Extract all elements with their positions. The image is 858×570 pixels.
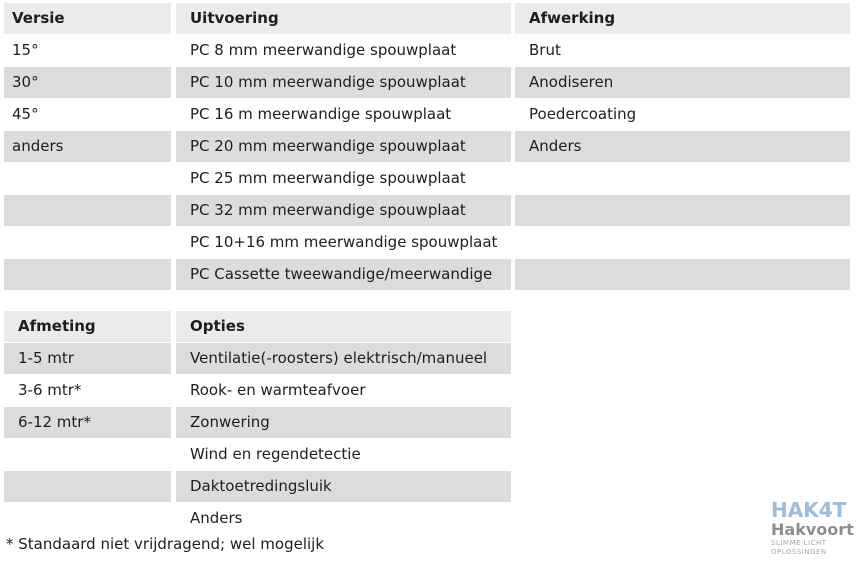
opties-cell: Ventilatie(-roosters) elektrisch/manueel	[176, 343, 511, 374]
afwerking-header: Afwerking	[515, 3, 850, 34]
versie-cell	[4, 259, 171, 290]
logo-tagline: OPLOSSINGEN	[771, 548, 827, 556]
versie-cell: 45°	[4, 99, 171, 130]
logo-tagline: SLIMME LICHT	[771, 539, 827, 547]
hakvoort-logo	[771, 500, 858, 557]
afwerking-cell	[515, 195, 850, 226]
opties-column	[176, 311, 511, 535]
afwerking-cell: Anders	[515, 131, 850, 162]
afwerking-cell	[515, 227, 850, 258]
uitvoering-cell: PC 10+16 mm meerwandige spouwplaat	[176, 227, 511, 258]
afwerking-cell: Poedercoating	[515, 99, 850, 130]
afmeting-column	[4, 311, 171, 535]
logo-name: Hakvoort	[771, 520, 854, 539]
versie-cell	[4, 195, 171, 226]
opties-header: Opties	[176, 311, 511, 342]
afmeting-header: Afmeting	[4, 311, 171, 342]
uitvoering-cell: PC Cassette tweewandige/meerwandige	[176, 259, 511, 290]
uitvoering-cell: PC 20 mm meerwandige spouwplaat	[176, 131, 511, 162]
afmeting-cell: 3-6 mtr*	[4, 375, 171, 406]
uitvoering-cell: PC 25 mm meerwandige spouwplaat	[176, 163, 511, 194]
versie-cell	[4, 163, 171, 194]
uitvoering-cell: PC 10 mm meerwandige spouwplaat	[176, 67, 511, 98]
uitvoering-cell: PC 8 mm meerwandige spouwplaat	[176, 35, 511, 66]
opties-cell: Rook- en warmteafvoer	[176, 375, 511, 406]
afwerking-cell: Anodiseren	[515, 67, 850, 98]
afmeting-cell: 6-12 mtr*	[4, 407, 171, 438]
afwerking-cell	[515, 259, 850, 290]
uitvoering-cell: PC 32 mm meerwandige spouwplaat	[176, 195, 511, 226]
versie-cell: 15°	[4, 35, 171, 66]
afwerking-cell	[515, 163, 850, 194]
uitvoering-column	[176, 3, 511, 291]
opties-cell: Daktoetredingsluik	[176, 471, 511, 502]
logo-brand: HAK4T	[771, 498, 847, 522]
versie-header: Versie	[4, 3, 171, 34]
versie-column	[4, 3, 171, 291]
afwerking-cell: Brut	[515, 35, 850, 66]
uitvoering-header: Uitvoering	[176, 3, 511, 34]
versie-cell: anders	[4, 131, 171, 162]
opties-cell: Anders	[176, 503, 511, 534]
afmeting-cell: 1-5 mtr	[4, 343, 171, 374]
afmeting-cell	[4, 439, 171, 470]
opties-cell: Wind en regendetectie	[176, 439, 511, 470]
uitvoering-cell: PC 16 m meerwandige spouwplaat	[176, 99, 511, 130]
afmeting-cell	[4, 503, 171, 534]
versie-cell	[4, 227, 171, 258]
opties-cell: Zonwering	[176, 407, 511, 438]
afwerking-column	[515, 3, 850, 291]
afmeting-cell	[4, 471, 171, 502]
versie-cell: 30°	[4, 67, 171, 98]
footnote: * Standaard niet vrijdragend; wel mogelijk	[6, 535, 325, 553]
